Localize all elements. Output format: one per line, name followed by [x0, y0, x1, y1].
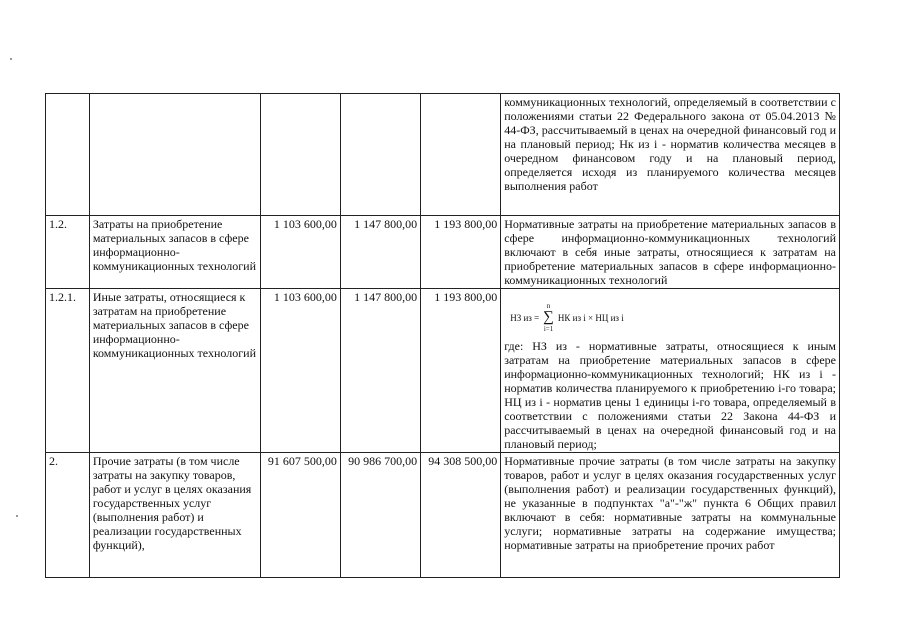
- table-row: [46, 453, 840, 578]
- row-number: 2.: [46, 453, 90, 578]
- cost-description: где: НЗ из - нормативные затраты, относящиеся к иным затратам на приобретение материальных запасов в сфере информационно-коммуникационных технологий; НК из i - норматив количества планируемого к приобретению i-го товара; НЦ из i - норматив цены 1 единицы i-го товара, определяемый в соответствии с положениями статьи 22 Закона 44-ФЗ и рассчитываемый в ценах на очередной финансовый год и на плановый период;: [504, 339, 836, 451]
- cost-formula: [510, 302, 836, 333]
- value-year-1: 1 103 600,00: [260, 289, 340, 453]
- cost-item-name: Затраты на приобретение материальных запасов в сфере информационно-коммуникационных технологий: [89, 216, 260, 289]
- value-year-1: [260, 94, 340, 216]
- table-row: [46, 289, 840, 453]
- table-row: [46, 216, 840, 289]
- row-number: 1.2.: [46, 216, 90, 289]
- value-year-3: 94 308 500,00: [421, 453, 501, 578]
- cost-item-name: Иные затраты, относящиеся к затратам на приобретение материальных запасов в сфере информационно-коммуникационных технологий: [89, 289, 260, 453]
- value-year-2: 90 986 700,00: [340, 453, 420, 578]
- sigma-glyph: ∑: [543, 309, 554, 325]
- cost-item-name: [89, 94, 260, 216]
- cost-item-name: Прочие затраты (в том числе затраты на закупку товаров, работ и услуг в целях оказания государственных услуг (выполнения работ) и реализации государственных функций),: [89, 453, 260, 578]
- value-year-3: 1 193 800,00: [421, 216, 501, 289]
- formula-lhs: НЗ из =: [510, 312, 540, 323]
- summation-sign: [543, 302, 554, 333]
- value-year-3: [421, 94, 501, 216]
- cost-description-cell: [501, 289, 840, 453]
- value-year-1: 1 103 600,00: [260, 216, 340, 289]
- scan-speck: [16, 515, 18, 517]
- cost-description: коммуникационных технологий, определяемый в соответствии с положениями статьи 22 Федерального закона от 05.04.2013 № 44-ФЗ, рассчитываемый в ценах на очередной финансовый год и на плановый период; Нк из i - норматив количества месяцев в очередном финансовом году и на плановый период, определяется исходя из планируемого количества месяцев выполнения работ: [501, 94, 840, 216]
- formula-rhs: НК из i × НЦ из i: [557, 312, 624, 323]
- scan-speck: [10, 58, 12, 60]
- value-year-3: 1 193 800,00: [421, 289, 501, 453]
- sum-upper-limit: n: [546, 302, 551, 310]
- normative-costs-table: [45, 93, 840, 578]
- row-number: 1.2.1.: [46, 289, 90, 453]
- value-year-1: 91 607 500,00: [260, 453, 340, 578]
- value-year-2: 1 147 800,00: [340, 216, 420, 289]
- cost-description: Нормативные прочие затраты (в том числе затраты на закупку товаров, работ и услуг в целях оказания государственных услуг (выполнения работ) и реализации государственных функций), не указанные в подпунктах "а"-"ж" пункта 6 Общих правил включают в себя: нормативные затраты на коммунальные услуги; нормативные затраты на содержание имущества; нормативные затраты на приобретение прочих работ: [501, 453, 840, 578]
- value-year-2: 1 147 800,00: [340, 289, 420, 453]
- row-number: [46, 94, 90, 216]
- sum-lower-limit: i=1: [543, 325, 554, 333]
- cost-description: Нормативные затраты на приобретение материальных запасов в сфере информационно-коммуникационных технологий включают в себя иные затраты, относящиеся к затратам на приобретение материальных запасов в сфере информационно-коммуникационных технологий: [501, 216, 840, 289]
- value-year-2: [340, 94, 420, 216]
- table-row: [46, 94, 840, 216]
